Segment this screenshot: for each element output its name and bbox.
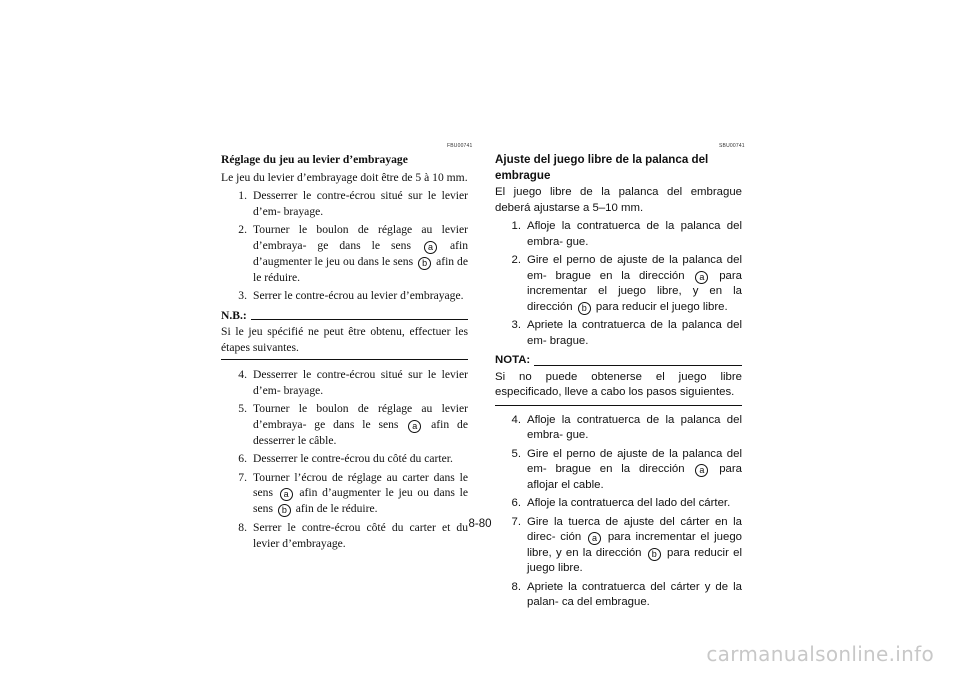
spanish-section-code: SBU00741 xyxy=(719,143,745,149)
french-note-rule xyxy=(251,319,468,320)
french-note-text: Si le jeu spécifié ne peut être obtenu, effectuer les étapes suivantes. xyxy=(221,324,468,360)
step-text-segment: Gire el perno de ajuste de la palanca del em- brague en la dirección xyxy=(527,447,742,475)
circled-letter-a-icon: a xyxy=(588,532,601,545)
circled-letter-b-icon: b xyxy=(578,302,591,315)
step-text xyxy=(527,447,742,494)
spanish-steps-list xyxy=(495,219,742,349)
circled-letter-a-icon: a xyxy=(280,488,293,501)
step-text-segment: para incrementar el juego libre, y en la dirección xyxy=(527,531,742,559)
spanish-note-text: Si no puede obtenerse el juego libre especificado, lleve a cabo los pasos siguientes. xyxy=(495,370,742,406)
step-number: 5. xyxy=(238,402,247,415)
step-text-segment: afin d’augmenter le jeu ou dans le sens xyxy=(253,238,468,268)
step-number: 8. xyxy=(238,521,247,534)
french-column xyxy=(221,152,468,554)
step-text xyxy=(253,401,468,448)
circled-letter-a-icon: a xyxy=(408,420,421,433)
french-intro: Le jeu du levier d’embrayage doit être de 5 à 10 mm. xyxy=(221,170,468,184)
step-text-segment: para reducir el juego libre. xyxy=(527,546,742,574)
step-item xyxy=(495,219,742,250)
step-text-segment: Desserrer le contre-écrou situé sur le levier d’em- brayage. xyxy=(253,189,468,218)
spanish-note-label: NOTA: xyxy=(495,354,531,366)
spanish-column xyxy=(495,152,742,614)
french-steps-list xyxy=(221,188,468,304)
step-item xyxy=(221,222,468,285)
step-text xyxy=(253,367,468,398)
step-text-segment: Afloje la contratuerca del lado del cárter. xyxy=(527,497,731,509)
circled-letter-b-icon: b xyxy=(278,504,291,517)
french-section-code: FBU00741 xyxy=(447,143,473,149)
step-number: 6. xyxy=(238,452,247,465)
step-text xyxy=(527,318,742,349)
circled-letter-a-icon: a xyxy=(695,271,708,284)
step-item xyxy=(221,401,468,448)
french-note-label: N.B.: xyxy=(221,308,247,322)
spanish-intro: El juego libre de la palanca del embrague deberá ajustarse a 5–10 mm. xyxy=(495,186,742,214)
spanish-note-header xyxy=(495,353,742,369)
step-item xyxy=(221,470,468,518)
step-number: 3. xyxy=(511,319,521,331)
step-text-segment: Afloje la contratuerca de la palanca del embra- gue. xyxy=(527,413,742,441)
circled-letter-a-icon: a xyxy=(424,241,437,254)
step-text xyxy=(253,451,468,467)
step-number: 7. xyxy=(511,515,521,528)
step-text-segment: para aflojar el cable. xyxy=(527,463,743,491)
step-number: 3. xyxy=(238,289,247,302)
step-text xyxy=(253,222,468,285)
step-text xyxy=(253,188,468,219)
step-text-segment: Gire el perno de ajuste de la palanca del em- brague en la dirección xyxy=(527,254,742,282)
spanish-note-rule xyxy=(534,365,742,366)
step-text-segment: afin d’augmenter le jeu ou dans le sens xyxy=(253,486,468,515)
step-text-segment: para incrementar el juego libre, y en la dirección xyxy=(527,269,743,313)
step-item xyxy=(495,496,742,512)
step-item xyxy=(221,451,468,467)
step-text xyxy=(527,413,742,444)
step-text-segment: Desserrer le contre-écrou situé sur le levier d’em- brayage. xyxy=(253,368,468,397)
step-text-segment: afin de le réduire. xyxy=(253,254,469,284)
step-number: 4. xyxy=(238,368,247,381)
step-text-segment: Serrer le contre-écrou côté du carter et du levier d’embrayage. xyxy=(253,521,468,550)
step-item xyxy=(495,447,742,494)
step-number: 4. xyxy=(511,413,521,426)
step-text-segment: Serrer le contre-écrou au levier d’embrayage. xyxy=(253,289,464,302)
step-text-segment: Apriete la contratuerca del cárter y de la palan- ca del embrague. xyxy=(527,580,742,608)
step-text-segment: Desserrer le contre-écrou du côté du carter. xyxy=(253,452,453,465)
step-item xyxy=(221,288,468,304)
circled-letter-b-icon: b xyxy=(648,548,661,561)
step-text xyxy=(253,288,468,304)
circled-letter-b-icon: b xyxy=(418,257,431,270)
step-number: 8. xyxy=(511,580,521,593)
step-text-segment: Afloje la contratuerca de la palanca del embra- gue. xyxy=(527,220,742,248)
spanish-additional-steps-list xyxy=(495,413,742,611)
step-text-segment: para reducir el juego libre. xyxy=(592,300,728,313)
step-text-segment: Gire la tuerca de ajuste del cárter en la direc- ción xyxy=(527,515,742,543)
step-number: 1. xyxy=(238,189,247,202)
step-text-segment: Tourner le boulon de réglage au levier d’embraya- ge dans le sens xyxy=(253,402,468,431)
spanish-section-title: Ajuste del juego libre de la palanca del embrague xyxy=(495,153,709,182)
step-text xyxy=(527,253,742,315)
step-number: 2. xyxy=(511,254,521,266)
page-number: 8-80 xyxy=(468,518,492,530)
step-number: 6. xyxy=(511,497,521,509)
step-text-segment: afin de le réduire. xyxy=(292,502,378,515)
step-text-segment: Tourner le boulon de réglage au levier d’embraya- ge dans le sens xyxy=(253,223,468,252)
step-item xyxy=(495,253,742,315)
step-number: 7. xyxy=(238,470,247,484)
step-text-segment: afin de desserrer le câble. xyxy=(253,417,468,447)
step-number: 2. xyxy=(238,223,247,236)
step-text xyxy=(527,580,742,611)
step-text-segment: Apriete la contratuerca de la palanca del em- brague. xyxy=(527,319,742,347)
step-number: 5. xyxy=(511,447,521,460)
watermark: carmanualsonline.info xyxy=(706,642,934,666)
step-text xyxy=(527,496,742,512)
french-section-title: Réglage du jeu au levier d’embrayage xyxy=(221,153,408,166)
circled-letter-a-icon: a xyxy=(695,464,708,477)
step-item xyxy=(495,580,742,611)
step-text xyxy=(527,219,742,250)
step-item xyxy=(495,413,742,444)
step-item xyxy=(221,188,468,219)
step-text xyxy=(253,470,468,518)
french-note-header xyxy=(221,308,468,324)
step-item xyxy=(221,367,468,398)
step-item xyxy=(495,318,742,349)
step-number: 1. xyxy=(511,220,521,232)
step-text-segment: Tourner l’écrou de réglage au carter dans le sens xyxy=(253,470,468,499)
